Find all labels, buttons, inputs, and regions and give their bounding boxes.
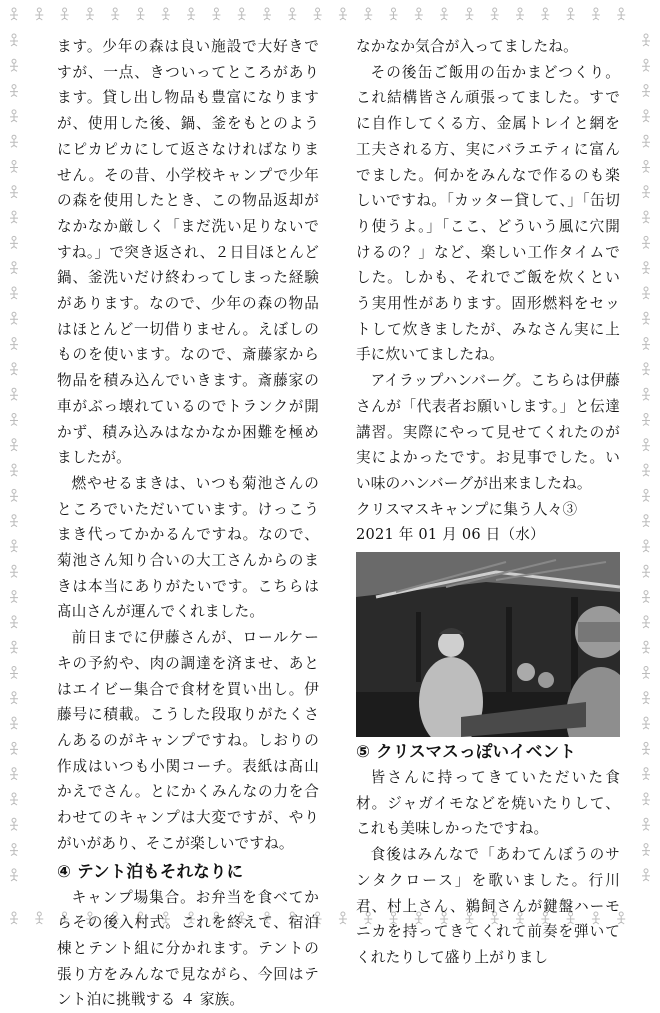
border-ornament-icon xyxy=(10,641,18,653)
border-ornament-icon xyxy=(567,8,575,20)
border-ornament-icon xyxy=(642,565,650,577)
photo-caption: クリスマスキャンプに集う人々③ xyxy=(356,497,620,523)
border-ornament-icon xyxy=(642,236,650,248)
border-ornament-icon xyxy=(642,110,650,122)
border-ornament-icon xyxy=(10,667,18,679)
border-ornament-icon xyxy=(10,236,18,248)
border-ornament-icon xyxy=(10,186,18,198)
border-ornament-icon xyxy=(10,439,18,451)
border-ornament-icon xyxy=(465,8,473,20)
border-ornament-icon xyxy=(617,8,625,20)
left-paragraph-1: ます。少年の森は良い施設で大好きですが、一点、きついってところがあります。貸し出し物品も豊富になりますが、使用した後、鍋、釜をもとのようにピカピカにして返さなければなりません。その昔、小学校キャンプで少年の森を使用したとき、この物品返却がなかなか厳しく「まだ洗い足りないですね。」で突き返され、２日目ほとんど鍋、釜洗いだけ終わってしまった経験があります。なので、少年の森の物品はほとんど一切借りません。えぼしのものを使います。なので、斎藤家から物品を積み込んでいきます。斎藤家の車がぶっ壊れているのでトランクが開かず、積み込みはなかなか困難を極めましたが。 xyxy=(57,34,319,471)
border-ornament-icon xyxy=(10,869,18,881)
border-ornament-icon xyxy=(642,692,650,704)
left-paragraph-3: 前日までに伊藤さんが、ロールケーキの予約や、肉の調達を済ませ、あとはエイビー集合で食材を買い出し。伊藤号に積載。こうした段取りがたくさんあるのがキャンプですね。しおりの作成はいつも小関コーチ。表紙は髙山かえでさん。とにかくみんなの力を合わせてのキャンプは大変ですが、やりがいがあり、そこが楽しいですね。 xyxy=(57,625,319,856)
border-ornament-icon xyxy=(642,616,650,628)
campsite-photo xyxy=(356,552,620,737)
border-ornament-icon xyxy=(10,717,18,729)
border-ornament-icon xyxy=(642,34,650,46)
left-paragraph-4: キャンプ場集合。お弁当を食べてからその後入村式。これを終えて、宿泊棟とテント組に分かれます。テントの張り方をみんなで見ながら、今回はテント泊に挑戦する ４ 家族。 xyxy=(57,885,319,1013)
border-ornament-icon xyxy=(10,692,18,704)
border-ornament-icon xyxy=(642,161,650,173)
border-ornament-icon xyxy=(10,489,18,501)
border-ornament-icon xyxy=(61,8,69,20)
border-ornament-icon xyxy=(86,8,94,20)
border-ornament-icon xyxy=(642,287,650,299)
border-ornament-icon xyxy=(415,8,423,20)
border-ornament-icon xyxy=(592,8,600,20)
border-ornament-icon xyxy=(10,363,18,375)
border-ornament-icon xyxy=(10,565,18,577)
border-ornament-icon xyxy=(642,540,650,552)
border-ornament-icon xyxy=(10,793,18,805)
border-ornament-icon xyxy=(10,515,18,527)
border-ornament-icon xyxy=(642,262,650,274)
border-ornament-icon xyxy=(238,8,246,20)
border-ornament-icon xyxy=(642,515,650,527)
border-ornament-icon xyxy=(642,768,650,780)
border-ornament-icon xyxy=(10,211,18,223)
border-ornament-icon xyxy=(516,8,524,20)
border-ornament-icon xyxy=(10,540,18,552)
right-column xyxy=(356,34,620,971)
border-ornament-icon xyxy=(10,8,18,20)
border-ornament-icon xyxy=(10,287,18,299)
border-ornament-icon xyxy=(111,8,119,20)
border-ornament-icon xyxy=(10,742,18,754)
border-ornament-icon xyxy=(212,8,220,20)
border-ornament-icon xyxy=(10,616,18,628)
border-ornament-icon xyxy=(187,8,195,20)
right-paragraph-2: その後缶ご飯用の缶かまどつくり。これ結構皆さん頑張ってました。すでに自作してくる方、金属トレイと網を工夫される方、実にバラエティに富んでました。何かをみんなで作るのも楽しいですね。「カッター貸して、」「缶切り使うよ。」「ここ、どういう風に穴開けるの？」など、楽しい工作タイムでした。しかも、それでご飯を炊くという実用性があります。固形燃料をセットして炊きましたが、みなさん実に上手に炊いてましたね。 xyxy=(356,60,620,368)
border-ornament-icon xyxy=(642,338,650,350)
border-ornament-icon xyxy=(10,338,18,350)
border-ornament-icon xyxy=(642,85,650,97)
border-ornament-icon xyxy=(642,667,650,679)
campsite-photo-image xyxy=(356,552,620,737)
border-ornament-icon xyxy=(642,591,650,603)
right-paragraph-3: アイラップハンバーグ。こちらは伊藤さんが「代表者お願いします。」と伝達講習。実際にやって見せてくれたのが実によかったです。お見事でした。いい味のハンバーグが出来ましたね。 xyxy=(356,368,620,497)
left-paragraph-2: 燃やせるまきは、いつも菊池さんのところでいただいています。けっこうまき代ってかかるんですね。なので、菊池さん知り合いの大工さんからのまきは本当にありがたいです。こちらは髙山さんが運んでくれました。 xyxy=(57,471,319,625)
border-ornament-icon xyxy=(10,414,18,426)
border-ornament-icon xyxy=(10,464,18,476)
border-ornament-icon xyxy=(10,262,18,274)
border-ornament-icon xyxy=(642,742,650,754)
border-ornament-icon xyxy=(440,8,448,20)
border-ornament-icon xyxy=(642,414,650,426)
border-ornament-icon xyxy=(642,464,650,476)
border-ornament-icon xyxy=(642,135,650,147)
border-ornament-icon xyxy=(10,844,18,856)
border-ornament-icon xyxy=(541,8,549,20)
border-ornament-icon xyxy=(642,388,650,400)
border-ornament-icon xyxy=(642,439,650,451)
section-heading-4: ④ テント泊もそれなりに xyxy=(57,859,319,885)
border-ornament-icon xyxy=(642,186,650,198)
border-ornament-icon xyxy=(10,388,18,400)
right-paragraph-5: 食後はみんなで「あわてんぼうのサンタクロース」を歌いました。行川君、村上さん、鵜飼さんが鍵盤ハーモニカを持ってきてくれて前奏を弾いてくれたりして盛り上がりまし xyxy=(356,842,620,971)
border-ornament-icon xyxy=(137,8,145,20)
border-ornament-icon xyxy=(642,869,650,881)
photo-date: 2021 年 01 月 06 日（水） xyxy=(356,522,620,548)
border-ornament-icon xyxy=(339,912,347,924)
border-ornament-icon xyxy=(288,8,296,20)
border-ornament-icon xyxy=(10,135,18,147)
border-ornament-icon xyxy=(10,912,18,924)
border-ornament-icon xyxy=(642,363,650,375)
border-ornament-icon xyxy=(35,912,43,924)
border-ornament-icon xyxy=(491,8,499,20)
border-ornament-icon xyxy=(642,844,650,856)
border-ornament-icon xyxy=(642,211,650,223)
border-ornament-icon xyxy=(10,591,18,603)
border-ornament-icon xyxy=(10,818,18,830)
border-ornament-icon xyxy=(642,818,650,830)
border-ornament-icon xyxy=(10,59,18,71)
border-ornament-icon xyxy=(642,641,650,653)
border-ornament-icon xyxy=(10,161,18,173)
border-ornament-icon xyxy=(642,59,650,71)
border-ornament-icon xyxy=(162,8,170,20)
border-ornament-icon xyxy=(390,8,398,20)
border-ornament-icon xyxy=(642,489,650,501)
right-paragraph-4: 皆さんに持ってきていただいた食材。ジャガイモなどを焼いたりして、これも美味しかったですね。 xyxy=(356,765,620,842)
border-ornament-icon xyxy=(642,717,650,729)
border-ornament-icon xyxy=(314,8,322,20)
border-ornament-icon xyxy=(642,793,650,805)
border-ornament-icon xyxy=(10,768,18,780)
left-column xyxy=(57,34,319,1013)
border-ornament-icon xyxy=(364,8,372,20)
border-ornament-icon xyxy=(642,312,650,324)
border-ornament-icon xyxy=(10,110,18,122)
border-ornament-icon xyxy=(263,8,271,20)
right-paragraph-1: なかなか気合が入ってましたね。 xyxy=(356,34,620,60)
border-ornament-icon xyxy=(35,8,43,20)
border-ornament-icon xyxy=(10,34,18,46)
border-ornament-icon xyxy=(10,312,18,324)
section-heading-5: ⑤ クリスマスっぽいイベント xyxy=(356,739,620,765)
border-ornament-icon xyxy=(339,8,347,20)
border-ornament-icon xyxy=(10,85,18,97)
